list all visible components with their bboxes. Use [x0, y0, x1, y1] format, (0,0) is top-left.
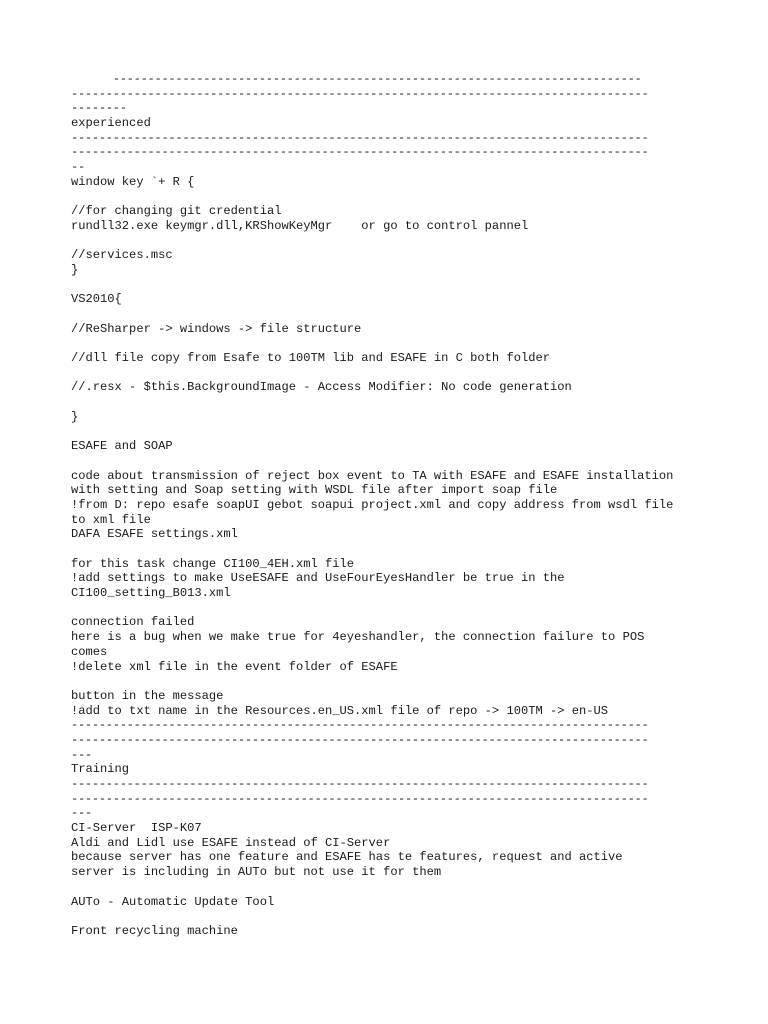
- text-line: !delete xml file in the event folder of ESAFE: [71, 659, 398, 674]
- separator-line: --: [71, 160, 85, 175]
- separator-line: -----------------------------------------------------------------------------------: [71, 718, 649, 733]
- section-heading-training: Training: [71, 762, 130, 777]
- text-line: because server has one feature and ESAFE has te features, request and active: [71, 850, 623, 865]
- text-line: //dll file copy from Esafe to 100TM lib and ESAFE in C both folder: [71, 351, 550, 366]
- text-line: !add to txt name in the Resources.en_US.xml file of repo -> 100TM -> en-US: [71, 703, 609, 718]
- blank-line: [71, 909, 701, 924]
- text-line: //services.msc: [71, 248, 173, 263]
- separator-line: ---: [71, 747, 92, 762]
- document-page: [71, 72, 701, 939]
- blank-line: [71, 278, 701, 293]
- separator-line: --------: [71, 101, 127, 116]
- text-line: for this task change CI100_4EH.xml file: [71, 556, 355, 571]
- separator-line: -----------------------------------------------------------------------------------: [71, 777, 649, 791]
- section-heading-experienced: experienced: [71, 116, 151, 131]
- blank-line: [71, 454, 701, 469]
- text-line: code about transmission of reject box event to TA with ESAFE and ESAFE installation: [71, 468, 674, 483]
- text-line: //.resx - $this.BackgroundImage - Access Modifier: No code generation: [71, 380, 572, 395]
- text-line: CI-Server ISP-K07: [71, 821, 202, 836]
- text-line: comes: [71, 644, 108, 659]
- text-line: //for changing git credential: [71, 204, 282, 219]
- text-line: //ReSharper -> windows -> file structure: [71, 321, 362, 336]
- separator-line: -----------------------------------------------------------------------------------: [71, 130, 649, 145]
- separator-line: ---: [71, 806, 92, 821]
- blank-line: [71, 395, 701, 410]
- separator-line: -----------------------------------------------------------------------------------: [71, 145, 649, 160]
- text-line: !from D: repo esafe soapUI gebot soapui project.xml and copy address from wsdl file: [71, 497, 674, 512]
- text-line: here is a bug when we make true for 4eyeshandler, the connection failure to POS: [71, 630, 645, 645]
- text-line: }: [71, 262, 79, 277]
- text-line: Aldi and Lidl use ESAFE instead of CI-Server: [71, 835, 391, 850]
- text-line: AUTo - Automatic Update Tool: [71, 894, 275, 909]
- separator-line: -----------------------------------------------------------------------------------: [71, 732, 649, 747]
- text-line: DAFA ESAFE settings.xml: [71, 527, 238, 542]
- blank-line: [71, 366, 701, 381]
- text-line: VS2010{: [71, 292, 122, 307]
- separator-line: -----------------------------------------------------------------------------------: [71, 86, 649, 101]
- text-line: server is including in AUTo but not use it for them: [71, 865, 442, 880]
- blank-line: [71, 190, 701, 205]
- blank-line: [71, 425, 701, 440]
- text-line: CI100_setting_B013.xml: [71, 586, 231, 601]
- blank-line: [71, 307, 701, 322]
- blank-line: [71, 601, 701, 616]
- section-heading-esafe-soap: ESAFE and SOAP: [71, 439, 173, 454]
- blank-line: [71, 542, 701, 557]
- text-line: !add settings to make UseESAFE and UseFourEyesHandler be true in the: [71, 571, 565, 586]
- blank-line: [71, 674, 701, 689]
- blank-line: [71, 880, 701, 895]
- blank-line: [71, 234, 701, 249]
- text-line: }: [71, 409, 79, 424]
- text-line: with setting and Soap setting with WSDL file after import soap file: [71, 483, 558, 498]
- separator-line: ----------------------------------------------------------------------------: [71, 72, 642, 86]
- text-line: Front recycling machine: [71, 923, 238, 938]
- blank-line: [71, 336, 701, 351]
- separator-line: -----------------------------------------------------------------------------------: [71, 791, 649, 806]
- text-line: connection failed: [71, 615, 195, 630]
- text-line: rundll32.exe keymgr.dll,KRShowKeyMgr or go to control pannel: [71, 218, 529, 233]
- text-line: window key `+ R {: [71, 174, 195, 189]
- text-line: button in the message: [71, 688, 224, 703]
- text-line: to xml file: [71, 512, 151, 527]
